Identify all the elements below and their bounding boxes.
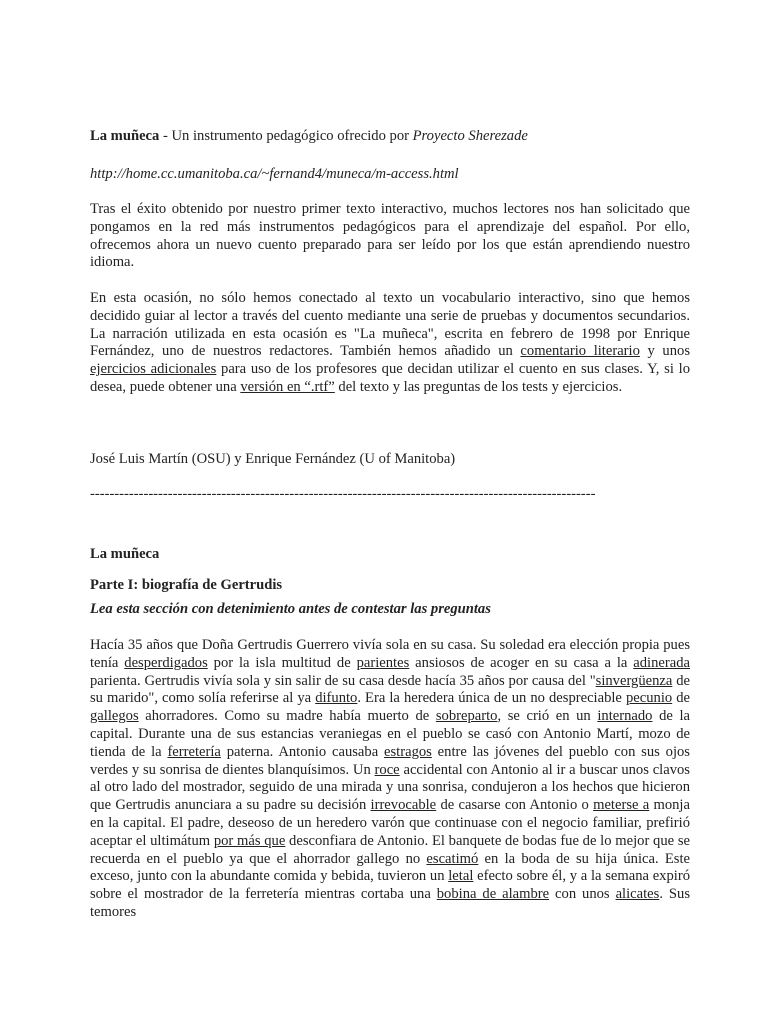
vocab-link-letal[interactable]: letal [448,868,474,885]
vocab-link-escatimo[interactable]: escatimó [426,850,479,867]
comentario-literario-link[interactable]: comentario literario [520,343,640,360]
vocab-link-sinverguenza[interactable]: sinvergüenza [595,672,673,689]
source-url: http://home.cc.umanitoba.ca/~fernand4/muneca/m-access.html [90,166,459,182]
story-text: de su marido", como solía referirse al ya [90,672,690,707]
divider-line: -------------------------------------------------------------------------------------------------------- [90,486,596,502]
vocab-link-desperdigados[interactable]: desperdigados [124,654,208,671]
vocab-link-irrevocable[interactable]: irrevocable [370,797,437,814]
story-text: , se crió en un [497,708,598,725]
intro-paragraph-2-text-d: del texto y las preguntas de los tests y ejercicios. [334,378,623,395]
intro-title-rest: - Un instrumento pedagógico ofrecido por [159,128,413,144]
story-paragraph [90,637,690,922]
intro-paragraph-2-text-a: En esta ocasión, no sólo hemos conectado al texto un vocabulario interactivo, sino que hemos decidido guiar al lector a través del cuento mediante una serie de pruebas y documentos secundarios. La narración utilizada en esta ocasión es "La muñeca", escrita en febrero de 1998 por Enrique Fernández, uno de nuestros redactores. También hemos añadido un [90,290,690,360]
vocab-link-parientes[interactable]: parientes [356,654,410,671]
reading-instruction: Lea esta sección con detenimiento antes de contestar las preguntas [90,601,491,617]
story-title: La muñeca [90,546,160,562]
vocab-link-difunto[interactable]: difunto [315,690,358,707]
vocab-link-ferreteria[interactable]: ferretería [167,743,221,760]
story-text: por la isla multitud de [207,654,357,671]
story-text: ansiosos de acoger en su casa a la [409,654,634,671]
intro-paragraph-2 [90,290,690,397]
vocab-link-internado[interactable]: internado [597,708,653,725]
story-text: monja en la capital. El padre, deseoso de un heredero varón que continuase con el negocio familiar, prefirió aceptar el ultimátum [90,797,690,849]
vocab-link-pecunio[interactable]: pecunio [625,690,673,707]
story-text: de la capital. Durante una de sus estancias veraniegas en el pueblo se casó con Antonio Martí, mozo de tienda de la [90,708,690,760]
intro-paragraph-1: Tras el éxito obtenido por nuestro primer texto interactivo, muchos lectores nos han solicitado que pongamos en la red más instrumentos pedagógicos para el aprendizaje del español. Por ello, ofrecemos ahora un nuevo cuento preparado para ser leído por los que están aprendiendo nuestro idioma. [90,201,690,271]
vocab-link-por-mas-que[interactable]: por más que [213,832,286,849]
story-text: . Sus temores [90,886,691,920]
story-text: entre las jóvenes del pueblo con sus ojos verdes y su sonrisa de dientes blanquísimos. Un [90,743,690,778]
story-text: de [672,690,690,707]
vocab-link-meterse-a[interactable]: meterse a [593,797,650,814]
version-rtf-link[interactable]: versión en “.rtf” [240,378,335,395]
story-text: efecto sobre él, y a la semana expiró sobre el mostrador de la ferretería mientras cortaba una [90,868,690,903]
intro-title-line [90,128,690,146]
ejercicios-adicionales-link[interactable]: ejercicios adicionales [90,361,217,378]
intro-paragraph-2-text-c: para uso de los profesores que decidan utilizar el cuento en sus clases. Y, si lo desea, puede obtener una [90,361,690,395]
project-name: Proyecto Sherezade [412,128,528,144]
story-text: en la boda de su hija única. Este exceso, junto con la abundante comida y bebida, tuvieron un [90,850,690,885]
vocab-link-adinerada[interactable]: adinerada [633,654,690,671]
story-text: ahorradores. Como su madre había muerto de [138,708,436,725]
story-text: desconfiara de Antonio. El banquete de bodas fue de lo mejor que se recuerda en el pueblo ya que el ahorrador gallego no [90,832,690,867]
vocab-link-gallegos[interactable]: gallegos [90,708,139,725]
vocab-link-roce[interactable]: roce [374,761,400,778]
vocab-link-bobina-de-alambre[interactable]: bobina de alambre [436,886,550,903]
story-text: Hacía 35 años que Doña Gertrudis Guerrero vivía sola en su casa. Su soledad era elección propia pues tenía [90,637,690,671]
intro-title: La muñeca [90,128,160,144]
story-text: paterna. Antonio causaba [220,743,385,760]
story-text: de casarse con Antonio o [436,797,594,814]
vocab-link-sobreparto[interactable]: sobreparto [435,708,498,725]
story-text: . Era la heredera única de un no despreciable [357,690,626,707]
intro-paragraph-2-text-b: y unos [639,343,691,360]
part-title: Parte I: biografía de Gertrudis [90,577,283,593]
vocab-link-alicates[interactable]: alicates [615,886,660,903]
story-text: con unos [549,886,616,903]
story-text: accidental con Antonio al ir a buscar unos clavos al otro lado del mostrador, seguido de una mirada y una sonrisa, condujeron a los hechos que hicieron que Gertrudis anunciara a su padre su decisión [90,761,690,814]
story-text: parienta. Gertrudis vivía sola y sin salir de su casa desde hacía 35 años por causa del " [90,672,596,689]
authors-line: José Luis Martín (OSU) y Enrique Fernández (U of Manitoba) [90,451,456,467]
vocab-link-estragos[interactable]: estragos [384,743,432,760]
